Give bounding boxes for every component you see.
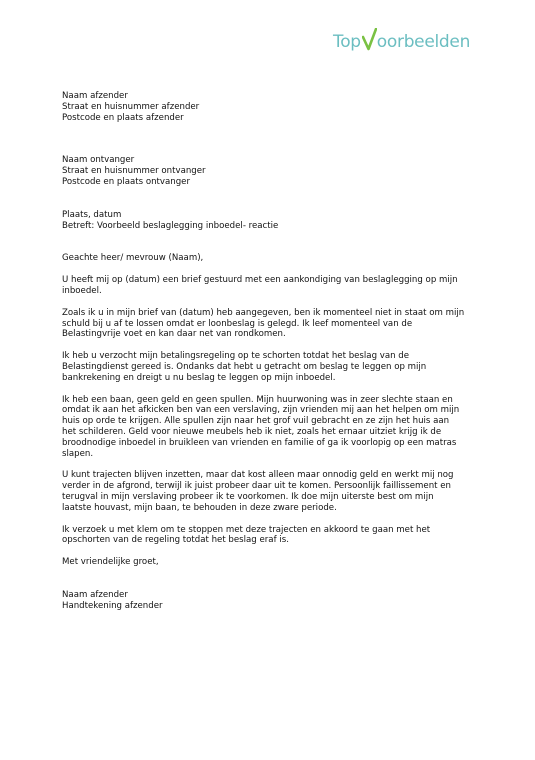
recipient-name: Naam ontvanger: [62, 155, 135, 166]
signature-name: Naam afzender: [62, 589, 128, 600]
place-date: Plaats, datum: [62, 209, 122, 220]
paragraph-4: [62, 395, 482, 460]
sender-address: [62, 91, 482, 123]
sender-city: Postcode en plaats afzender: [62, 112, 184, 123]
sender-street: Straat en huisnummer afzender: [62, 101, 200, 112]
paragraph-line: Zoals ik u in mijn brief van (datum) heb aangegeven, ben ik momenteel niet in staat om mijn: [62, 307, 465, 318]
logo-text-top: Top: [333, 32, 361, 52]
paragraph-line: huis op orde te krijgen. Alle spullen zijn naar het grof vuil gebracht en ze zijn het huis aan: [62, 416, 450, 427]
paragraph-6: [62, 525, 482, 547]
topvoorbeelden-logo[interactable]: [333, 26, 470, 52]
paragraph-1: [62, 275, 482, 297]
recipient-city: Postcode en plaats ontvanger: [62, 176, 191, 187]
paragraph-line: opschorten van de regeling totdat het beslag eraf is.: [62, 535, 289, 546]
paragraph-line: bankrekening en dreigt u nu beslag te leggen op mijn inboedel.: [62, 372, 336, 383]
logo-text-oorbeelden: oorbeelden: [376, 32, 471, 52]
paragraph-line: Belastingvrije voet en kan daar net van rondkomen.: [62, 329, 286, 340]
paragraph-line: U heeft mij op (datum) een brief gestuurd met een aankondiging van beslaglegging op mijn: [62, 275, 458, 286]
paragraph-line: broodnodige inboedel in bruikleen van vrienden en familie of ga ik voorlopig op een matras: [62, 437, 457, 448]
paragraph-line: omdat ik aan het afkicken ben van een verslaving, zijn vrienden mij aan het helpen om mijn: [62, 405, 460, 416]
signature-line: Handtekening afzender: [62, 600, 163, 611]
paragraph-line: Belastingdienst gereed is. Ondanks dat hebt u getracht om beslag te leggen op mijn: [62, 361, 427, 372]
paragraph-line: het schilderen. Geld voor nieuwe meubels heb ik niet, zoals het ernaar uitziet krijg ik de: [62, 426, 442, 437]
paragraph-3: [62, 351, 482, 383]
logo-v-checkmark-icon: [362, 28, 377, 52]
signature-block: [62, 590, 482, 612]
paragraph-5: [62, 470, 482, 513]
sender-name: Naam afzender: [62, 91, 128, 101]
paragraph-line: Ik heb een baan, geen geld en geen spullen. Mijn huurwoning was in zeer slechte staan en: [62, 394, 453, 405]
closing: Met vriendelijke groet,: [62, 557, 159, 568]
paragraph-line: U kunt trajecten blijven inzetten, maar dat kost alleen maar onnodig geld en werkt mij nog: [62, 470, 454, 481]
recipient-street: Straat en huisnummer ontvanger: [62, 166, 206, 177]
paragraph-line: verder in de afgrond, terwijl ik juist probeer daar uit te komen. Persoonlijk faillissement en: [62, 481, 451, 492]
paragraph-2: [62, 308, 482, 340]
paragraph-line: schuld bij u af te lossen omdat er loonbeslag is gelegd. Ik leef momenteel van de: [62, 318, 413, 329]
paragraph-line: Ik heb u verzocht mijn betalingsregeling op te schorten totdat het beslag van de: [62, 351, 410, 362]
paragraph-line: terugval in mijn verslaving probeer ik te voorkomen. Ik doe mijn uiterste best om mijn: [62, 491, 434, 502]
recipient-address: [62, 155, 482, 187]
subject-line: Betreft: Voorbeeld beslaglegging inboedel- reactie: [62, 220, 279, 231]
paragraph-line: slapen.: [62, 448, 94, 459]
paragraph-line: inboedel.: [62, 285, 102, 296]
paragraph-line: laatste houvast, mijn baan, te behouden in deze zware periode.: [62, 502, 337, 513]
letter-body: [62, 91, 482, 612]
salutation: Geachte heer/ mevrouw (Naam),: [62, 253, 204, 264]
paragraph-line: Ik verzoek u met klem om te stoppen met deze trajecten en akkoord te gaan met het: [62, 524, 431, 535]
